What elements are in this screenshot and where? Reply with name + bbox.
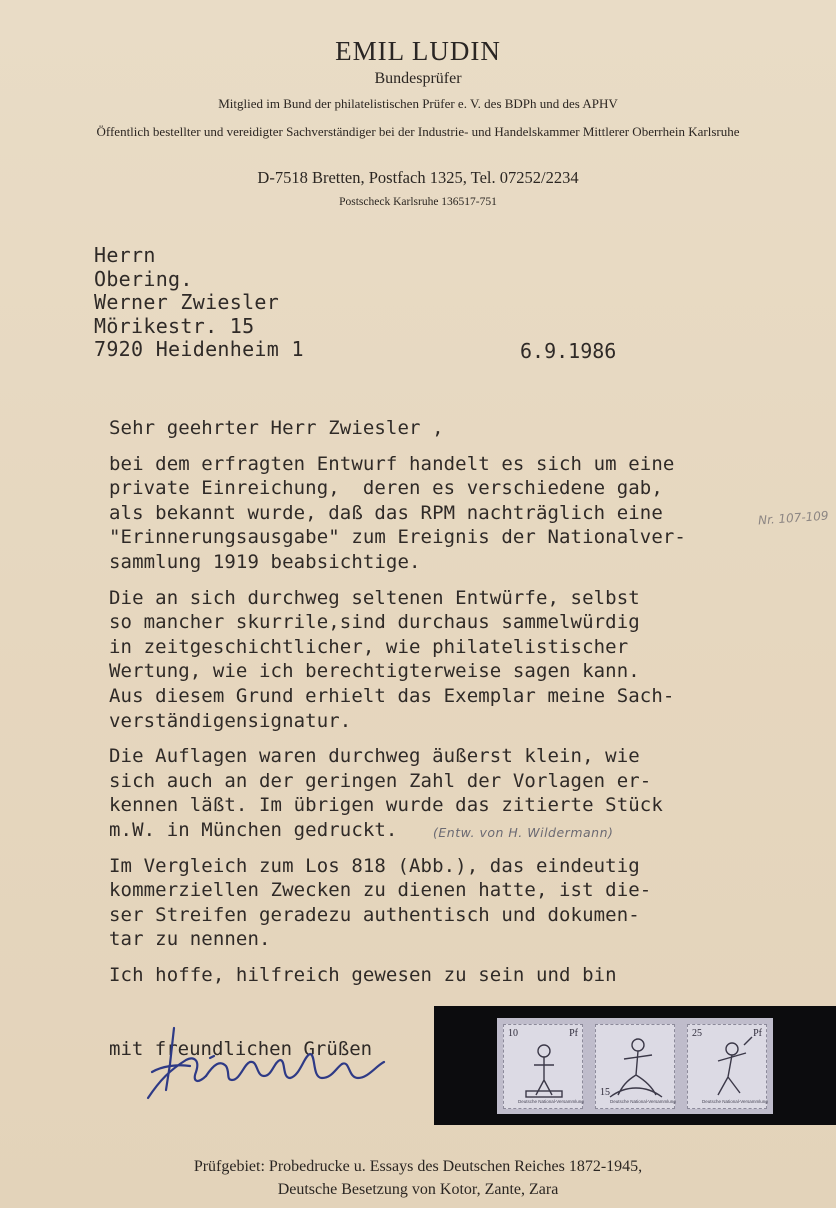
paragraph [109, 586, 686, 734]
paragraph-line: so mancher skurrile,sind durchaus sammelwürdig [109, 611, 640, 634]
stamp-value: 10 [508, 1028, 518, 1039]
stamp-inscription: Deutsche National-Versammlung [702, 1099, 768, 1104]
stamp [595, 1024, 675, 1109]
footer-line: Prüfgebiet: Probedrucke u. Essays des Deutschen Reiches 1872-1945, [193, 1158, 643, 1175]
signature [140, 1020, 400, 1110]
recipient-line: 7920 Heidenheim 1 [94, 337, 304, 362]
paragraph-line: Aus diesem Grund erhielt das Exemplar meine Sach- [109, 684, 675, 707]
letterhead-postscheck: Postscheck Karlsruhe 136517-751 [339, 196, 497, 208]
letter-date: 6.9.1986 [520, 339, 617, 363]
stamp-figure-illustration [596, 1025, 676, 1110]
paragraph [109, 963, 686, 988]
paragraph-line: Die Auflagen waren durchweg äußerst klein, wie [109, 745, 640, 768]
paragraph [109, 452, 686, 575]
paragraph-line: Im Vergleich zum Los 818 (Abb.), das eindeutig [109, 854, 640, 877]
paragraph-line: Ich hoffe, hilfreich gewesen zu sein und bin [109, 963, 617, 986]
paragraph-line: bei dem erfragten Entwurf handelt es sich um eine [109, 452, 675, 475]
stamp-figure-illustration [688, 1025, 768, 1110]
stamp-inscription: Deutsche National-Versammlung [610, 1099, 676, 1104]
stamp [687, 1024, 767, 1109]
paragraph-line: Die an sich durchweg seltenen Entwürfe, selbst [109, 586, 640, 609]
letter-body [109, 416, 686, 998]
paragraph-line: in zeitgeschichtlicher, wie philatelistischer [109, 635, 629, 658]
stamp-strip [497, 1018, 773, 1114]
recipient-address [94, 244, 304, 362]
letterhead-name: EMIL LUDIN [335, 36, 501, 66]
paragraph-line: "Erinnerungsausgabe" zum Ereignis der Nationalver- [109, 526, 686, 549]
stamp-figure-illustration [504, 1025, 584, 1110]
paragraph-line: ser Streifen geradezu authentisch und dokumen- [109, 903, 640, 926]
paragraph-line: sammlung 1919 beabsichtige. [109, 550, 421, 573]
recipient-line: Mörikestr. 15 [94, 313, 255, 338]
recipient-line: Herrn [94, 243, 156, 267]
stamp-value: 15 [600, 1087, 610, 1098]
recipient-line: Werner Zwiesler [94, 290, 280, 315]
paragraph [109, 854, 686, 952]
paragraph-line: als bekannt wurde, daß das RPM nachträglich eine [109, 501, 663, 524]
letterhead-expert-line: Öffentlich bestellter und vereidigter Sachverständiger bei der Industrie- und Handelskammer Mittlerer Oberrhein Karlsruhe [96, 124, 740, 139]
letterhead-address: D-7518 Bretten, Postfach 1325, Tel. 07252/2234 [257, 168, 579, 187]
paragraph-line: m.W. in München gedruckt. [109, 818, 398, 841]
stamp-unit: Pf [753, 1028, 762, 1039]
stamp-value: 25 [692, 1028, 702, 1039]
recipient-line: Obering. [94, 266, 193, 291]
margin-note: Nr. 107-109 [757, 508, 829, 528]
paragraph-line: sich auch an der geringen Zahl der Vorlagen er- [109, 769, 652, 792]
salutation: Sehr geehrter Herr Zwiesler , [109, 417, 444, 439]
letterhead-membership: Mitglied im Bund der philatelistischen Prüfer e. V. des BDPh und des APHV [218, 96, 618, 111]
closing: mit freundlichen Grüßen [109, 1038, 373, 1060]
stamp-strip-photo [434, 1006, 836, 1125]
footer-line: Deutsche Besetzung von Kotor, Zante, Zara [277, 1181, 559, 1198]
paragraph-line: private Einreichung, deren es verschiedene gab, [109, 477, 663, 500]
paragraph-line: verständigensignatur. [109, 709, 352, 732]
paragraph-line: kennen läßt. Im übrigen wurde das zitierte Stück [109, 794, 663, 817]
paragraph-line: tar zu nennen. [109, 928, 271, 951]
stamp [503, 1024, 583, 1109]
letterhead-title: Bundesprüfer [374, 70, 462, 87]
handwritten-note: (Entw. von H. Wildermann) [433, 825, 614, 840]
stamp-unit: Pf [569, 1028, 578, 1039]
paragraph-line: Wertung, wie ich berechtigterweise sagen kann. [109, 660, 640, 683]
paragraph-line: kommerziellen Zwecken zu dienen hatte, ist die- [109, 879, 652, 902]
stamp-inscription: Deutsche National-Versammlung [518, 1099, 584, 1104]
